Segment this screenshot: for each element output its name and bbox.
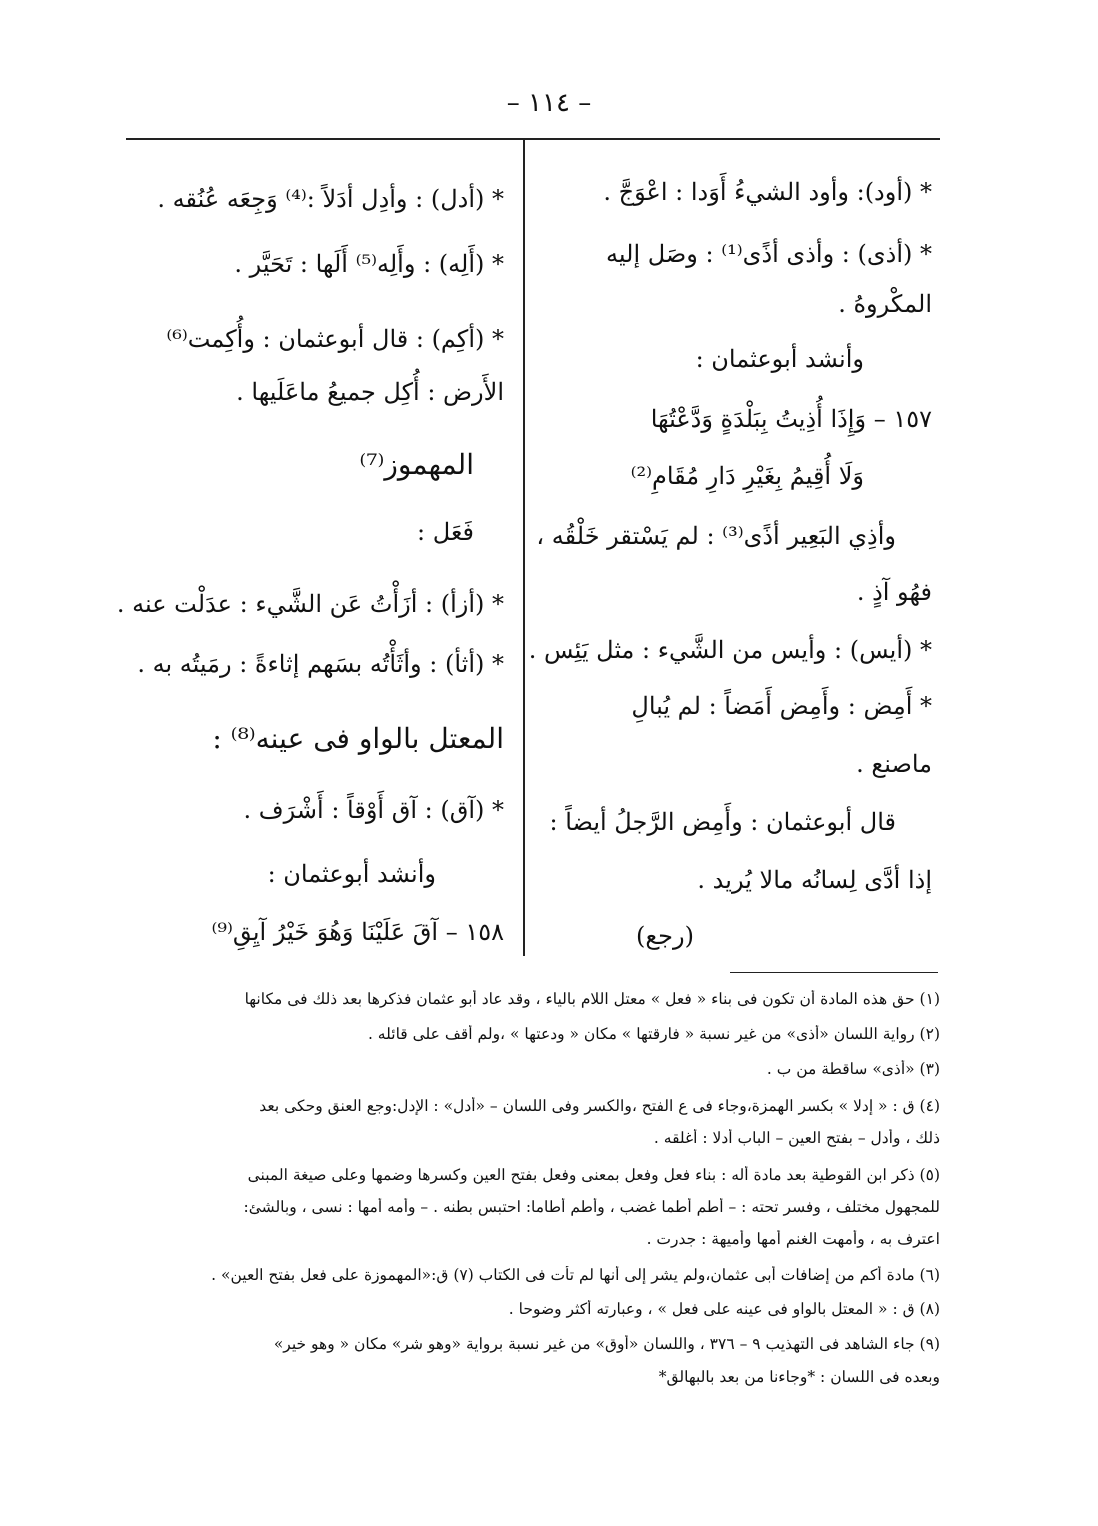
entry-akm-cont: الأَرض : أُكِل جميعُ ماعَلَيها . [236,378,504,406]
page-number: – ١١٤ – [506,88,592,118]
footnote-6-7: (٦) مادة أكم من إضافات أبى عثمان،ولم يشر إلى أنها لم تأت فى الكتاب (٧) ق:«المهموزة على فعل بفتح العين» . [211,1266,940,1284]
entry-ays: * (أيس) : وأيس من الشَّيء : مثل يَئِس . [528,636,932,664]
footnote-3: (٣) «أذى» ساقطة من ب . [766,1060,940,1078]
footnote-rule [730,972,938,973]
subheading-faal: فَعَل : [417,518,474,546]
header-rule [126,138,940,140]
recitation-intro: وأنشد أبوعثمان : [695,345,864,373]
entry-adl: * (أدل) : وأدِل أدَلاً :⁽⁴⁾ وَجِعَه عُنُقه . [157,185,504,213]
verse-157-line2: وَلَا أُقِيمُ بِغَيْرِ دَارِ مُقَامِ⁽²⁾ [630,462,864,490]
entry-aza: * (أزأ) : أزَأْتُ عَن الشَّيء : عدَلْت عنه . [116,590,504,618]
footnote-8: (٨) ق : « المعتل بالواو فى عينه على فعل » ، وعبارته أكثر وضوحا . [508,1300,940,1318]
footnote-5-cont: للمجهول مختلف ، وفسر تحته : – أطم أطما غضب ، وأطم أطاما: احتبس بطنه . – وأمه أمها : نسى ، وبالشئ: [243,1198,940,1216]
footnote-4: (٤) ق : « إدلا » بكسر الهمزة،وجاء فى ع الفتح ،والكسر وفى اللسان – «أدل» : الإدل:وجع العنق وحكى بعد [259,1097,940,1115]
footnote-9: (٩) جاء الشاهد فى التهذيب ٩ – ٣٧٦ ، واللسان «أوق» من غير نسبة برواية «وهو شر» مكان « وهو خير» [273,1335,940,1353]
entry-atha: * (أثأ) : وأثَأْتُه بسَهم إثاءةً : رمَيتُه به . [137,650,504,678]
entry-amd-quote: قال أبوعثمان : وأَمِض الرَّجلُ أيضاً : [549,808,896,836]
return-note: (رجع) [636,922,694,950]
column-divider [523,140,525,956]
footnote-2: (٢) رواية اللسان «أذى» من غير نسبة « فارقتها » مكان « ودعتها » ،ولم أقف على قائله . [367,1025,940,1043]
footnote-5: (٥) ذكر ابن القوطية بعد مادة أله : بناء فعل وفعل بمعنى وفعل بفتح العين وكسرها وضمها وعلى صيغة المبنى [247,1166,940,1184]
entry-adhy-camel: وأذِي البَعِير أذًى⁽³⁾ : لم يَسْتقر خَلْقُه ، [536,522,896,550]
footnote-5-cont2: اعترف به ، وأمهت الغنم أمها وأميهة : جدرت . [646,1230,940,1248]
entry-adhy-camel-cont: فهُو آذٍ . [856,578,932,606]
section-heading-weak-waw: المعتل بالواو فى عينه⁽⁸⁾ : [212,722,504,755]
entry-awd: * (أود): وأود الشيءُ أَوَدا : اعْوَجَّ . [603,178,932,206]
section-heading-hamzated: المهموز⁽⁷⁾ [359,448,474,481]
entry-amd: * أَمِض : وأَمِض أَمَضاً : لم يُبالِ [631,692,932,720]
entry-adhy: * (أذى) : وأذى أذًى⁽¹⁾ : وصَل إليه [606,240,932,268]
recitation-intro-2: وأنشد أبوعثمان : [267,860,436,888]
footnote-4-cont: ذلك ، وأدل – بفتح العين – الباب أدلا : أغلقه . [653,1129,940,1147]
footnote-9-cont: وبعده فى اللسان : *وجاءنا من بعد بالبهالق* [658,1368,940,1386]
entry-alh: * (أَلِه) : وأَلِه⁽⁵⁾ أَلَها : تَحَيَّر . [234,250,504,278]
entry-amd-quote-cont: إذا أدَّى لِسانُه مالا يُريد . [697,866,932,894]
entry-amd-cont: ماصنع . [856,750,932,778]
verse-157-line1: ١٥٧ – وَإِذَا أُذِيتُ بِبَلْدَةٍ وَدَّعْتُهَا [650,405,932,433]
entry-akm: * (أكِم) : قال أبوعثمان : وأُكِمت⁽⁶⁾ [166,325,504,353]
footnote-1: (١) حق هذه المادة أن تكون فى بناء « فعل » معتل اللام بالياء ، وقد عاد أبو عثمان فذكرها بعد ذلك فى مكانها [244,990,940,1008]
verse-158: ١٥٨ – آقَ عَلَيْنَا وَهُوَ خَيْرُ آيِقِ⁽⁹⁾ [211,918,504,946]
entry-adhy-cont: المكْروهُ . [838,290,932,318]
entry-aq: * (آق) : آق أَوْقاً : أَشْرَف . [243,796,504,824]
